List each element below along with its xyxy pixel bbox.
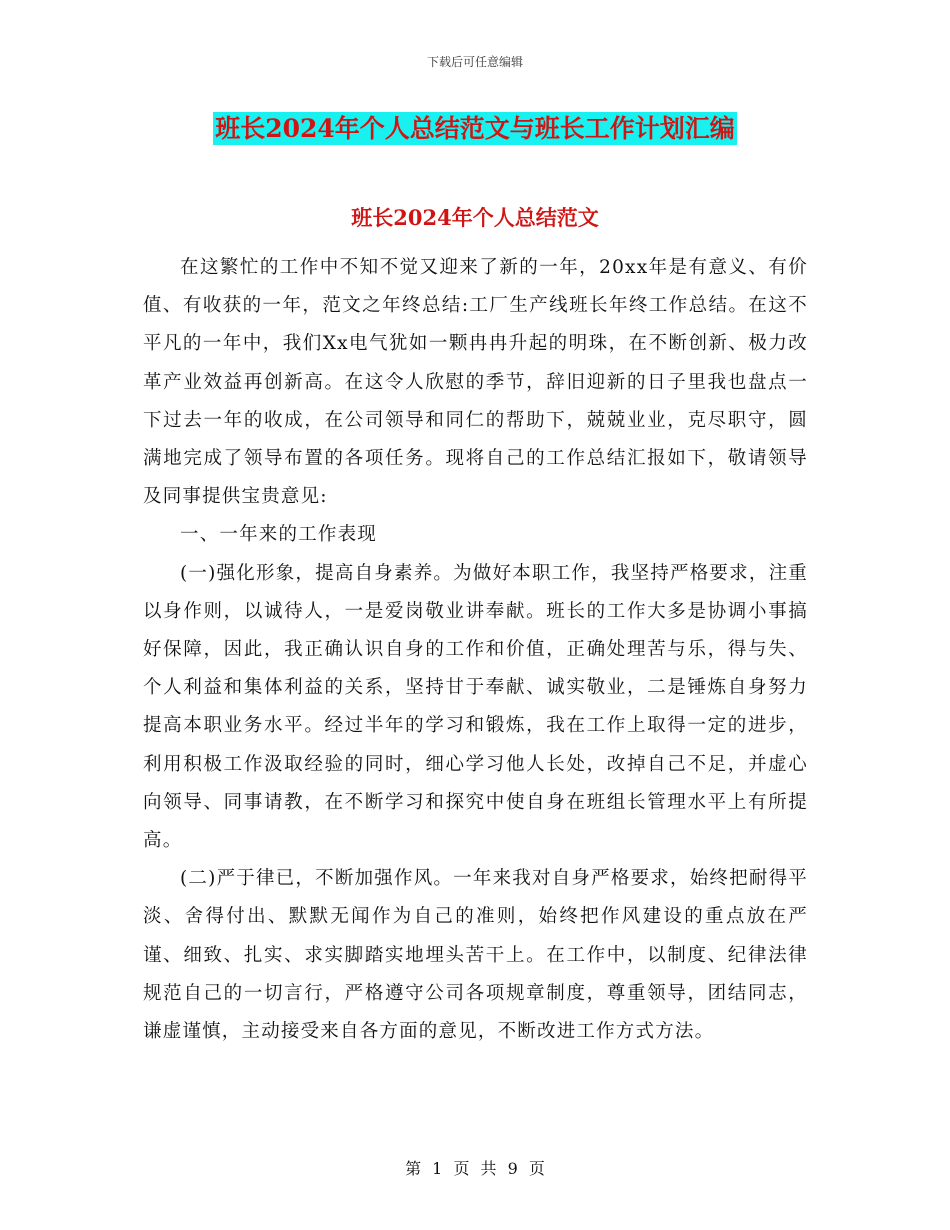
paragraph-point-1: (一)强化形象，提高自身素养。为做好本职工作，我坚持严格要求，注重以身作则，以诚待人，一是爱岗敬业讲奉献。班长的工作大多是协调小事搞好保障，因此，我正确认识自身的工作和价值，正确处理苦与乐，得与失、个人利益和集体利益的关系，坚持甘于奉献、诚实敬业，二是锤炼自身努力提高本职业务水平。经过半年的学习和锻炼，我在工作上取得一定的进步，利用积极工作汲取经验的同时，细心学习他人长处，改掉自己不足，并虚心向领导、同事请教，在不断学习和探究中使自身在班组长管理水平上有所提高。 bbox=[143, 562, 808, 852]
paragraph-point-2: (二)严于律已，不断加强作风。一年来我对自身严格要求，始终把耐得平淡、舍得付出、默默无闻作为自己的准则，始终把作风建设的重点放在严谨、细致、扎实、求实脚踏实地埋头苦干上。在工作中，以制度、纪律法律规范自己的一切言行，严格遵守公司各项规章制度，尊重领导，团结同志，谦虚谨慎，主动接受来自各方面的意见，不断改进工作方式方法。 bbox=[143, 868, 808, 1043]
document-title bbox=[0, 112, 950, 146]
section-title: 班长2024年个人总结范文 bbox=[351, 205, 599, 230]
header-note: 下载后可任意编辑 bbox=[426, 55, 523, 69]
paragraph-heading: 一、一年来的工作表现 bbox=[180, 524, 378, 546]
body-text bbox=[143, 249, 808, 1051]
page-footer: 第 1 页 共 9 页 bbox=[405, 1159, 545, 1178]
paragraph-intro: 在这繁忙的工作中不知不觉又迎来了新的一年，20xx年是有意义、有价值、有收获的一年，范文之年终总结:工厂生产线班长年终工作总结。在这不平凡的一年中，我们Xx电气犹如一颗冉冉升起的明珠，在不断创新、极力改革产业效益再创新高。在这令人欣慰的季节，辞旧迎新的日子里我也盘点一下过去一年的收成，在公司领导和同仁的帮助下，兢兢业业，克尽职守，圆满地完成了领导布置的各项任务。现将自己的工作总结汇报如下，敬请领导及同事提供宝贵意见: bbox=[143, 257, 808, 508]
document-title-text: 班长2024年个人总结范文与班长工作计划汇编 bbox=[215, 114, 735, 143]
